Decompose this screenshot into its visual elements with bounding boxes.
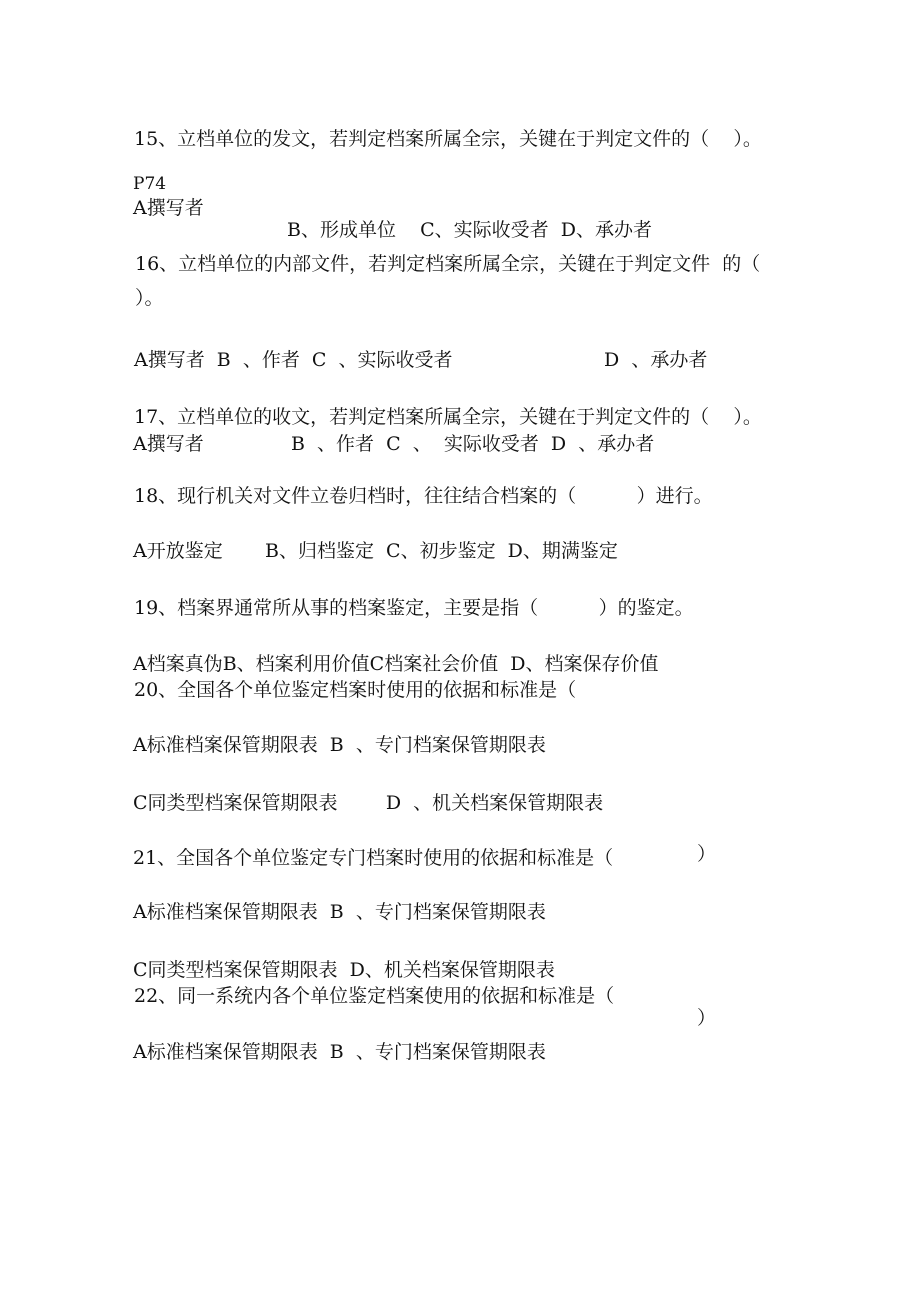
question-17-stem: 17、立档单位的收文，若判定档案所属全宗，关键在于判定文件的（ ）。 bbox=[134, 406, 762, 428]
question-21-stem: 21、全国各个单位鉴定专门档案时使用的依据和标准是（ bbox=[133, 847, 614, 869]
question-16-option-d: D 、承办者 bbox=[604, 349, 708, 371]
question-15-option-a: A撰写者 bbox=[133, 197, 204, 219]
question-16-stem: 16、立档单位的内部文件，若判定档案所属全宗，关键在于判定文件 的（ bbox=[135, 253, 761, 275]
question-18-stem: 18、现行机关对文件立卷归档时，往往结合档案的（ ）进行。 bbox=[134, 485, 713, 507]
question-20-options-ab: A标准档案保管期限表 B 、专门档案保管期限表 bbox=[133, 734, 546, 756]
question-21-options-ab: A标准档案保管期限表 B 、专门档案保管期限表 bbox=[133, 901, 546, 923]
question-16-options: A撰写者 B 、作者 C 、实际收受者 bbox=[134, 349, 453, 371]
question-22-stem: 22、同一系统内各个单位鉴定档案使用的依据和标准是（ bbox=[134, 985, 615, 1007]
question-16-stem-cont: ）。 bbox=[135, 287, 164, 309]
question-20-stem: 20、全国各个单位鉴定档案时使用的依据和标准是（ bbox=[134, 679, 577, 701]
question-20-options-cd: C同类型档案保管期限表 D 、机关档案保管期限表 bbox=[133, 792, 604, 814]
question-21-options-cd: C同类型档案保管期限表 D、机关档案保管期限表 bbox=[133, 959, 555, 981]
question-21-close-paren: ） bbox=[697, 843, 717, 865]
question-17-option-a: A撰写者 bbox=[133, 433, 204, 455]
question-15-stem: 15、立档单位的发文，若判定档案所属全宗，关键在于判定文件的（ ）。 bbox=[134, 128, 762, 150]
question-22-options-ab: A标准档案保管期限表 B 、专门档案保管期限表 bbox=[133, 1041, 546, 1063]
question-18-options: A开放鉴定 B、归档鉴定 C、初步鉴定 D、期满鉴定 bbox=[133, 540, 618, 562]
question-15-options: B、形成单位 C、实际收受者 D、承办者 bbox=[287, 219, 652, 241]
question-22-close-paren: ） bbox=[697, 1007, 717, 1029]
question-19-options: A档案真伪B、档案利用价值C档案社会价值 D、档案保存价值 bbox=[133, 653, 659, 675]
question-19-stem: 19、档案界通常所从事的档案鉴定，主要是指（ ）的鉴定。 bbox=[134, 597, 694, 619]
question-15-page-ref: P74 bbox=[133, 174, 167, 194]
question-17-options: B 、作者 C 、 实际收受者 D 、承办者 bbox=[291, 433, 655, 455]
